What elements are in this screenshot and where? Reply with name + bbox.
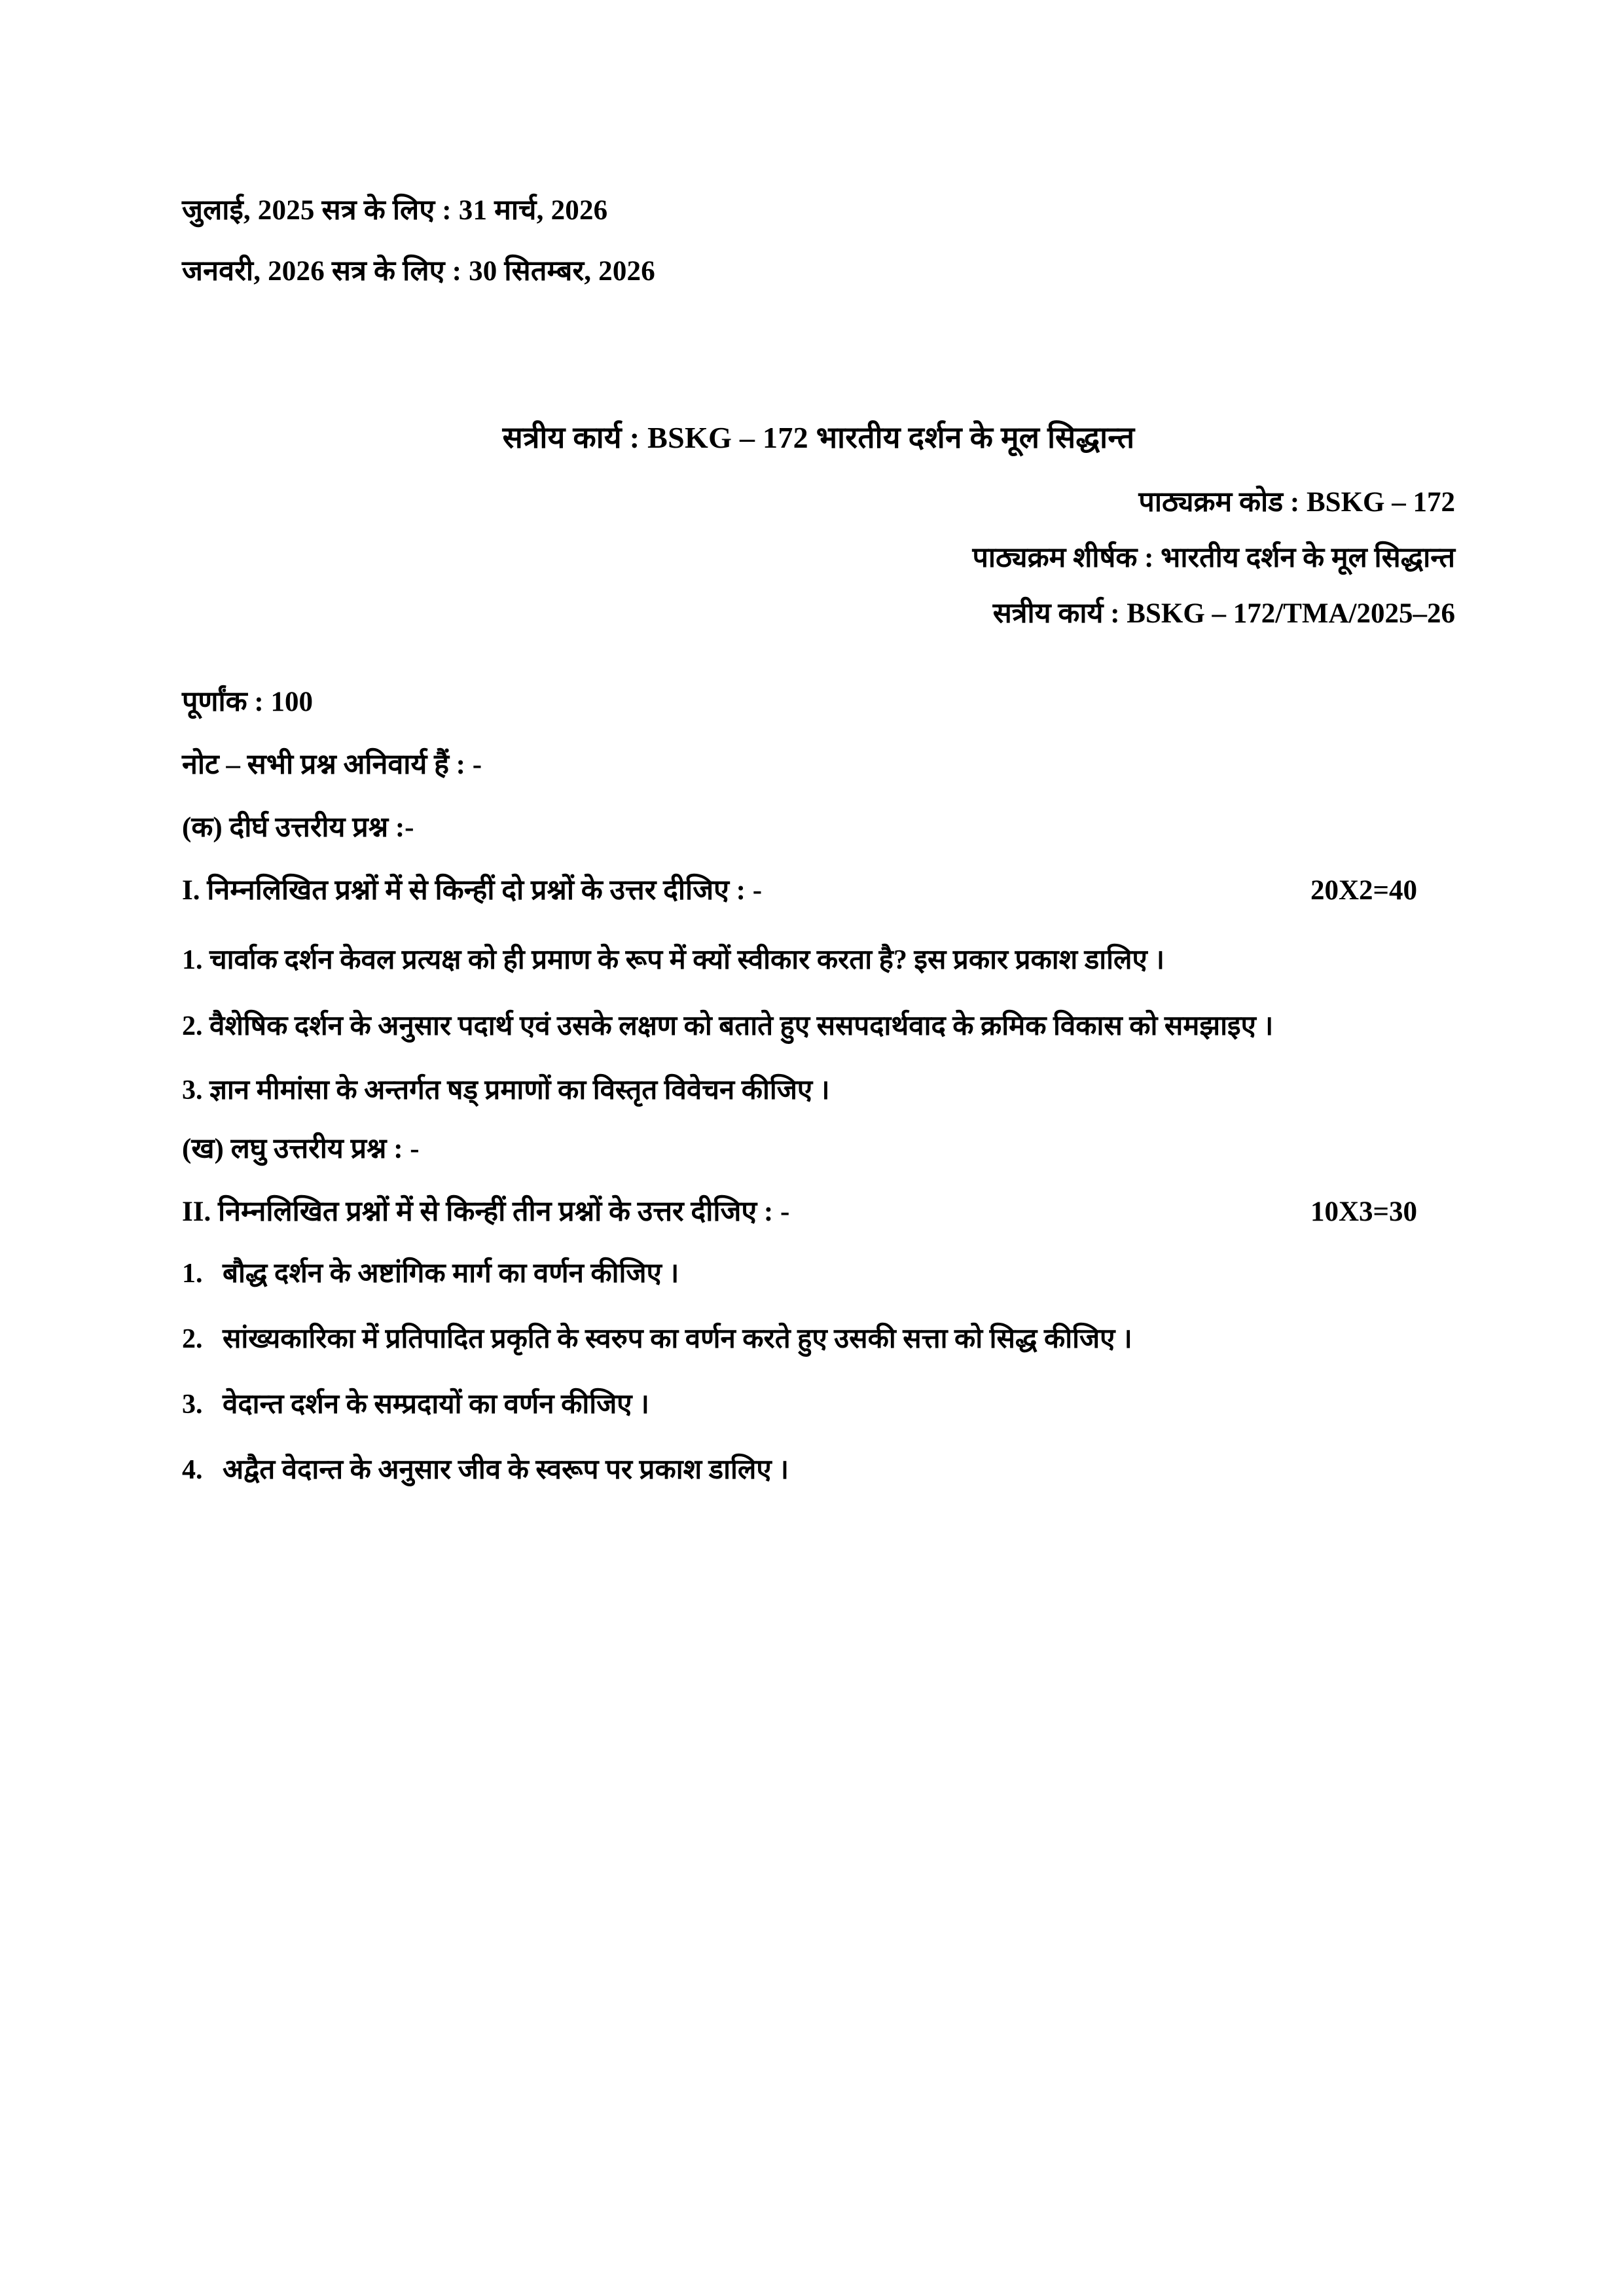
total-marks: पूर्णांक : 100 [182,687,313,718]
course-meta-block [182,488,1455,628]
page-title: सत्रीय कार्य : BSKG – 172 भारतीय दर्शन के मूल सिद्धान्त [502,421,1135,454]
course-title: पाठ्यक्रम शीर्षक : भारतीय दर्शन के मूल सिद्धान्त [972,543,1455,574]
instruction-text-II: II. निम्नलिखित प्रश्नों में से किन्हीं तीन प्रश्नों के उत्तर दीजिए : - [182,1196,790,1227]
instruction-row-II [182,1198,1455,1226]
question-item: 2. वैशेषिक दर्शन के अनुसार पदार्थ एवं उसके लक्षण को बताते हुए ससपदार्थवाद के क्रमिक विकास को समझाइए । [182,1011,1274,1042]
marks-label-II: 10X3=30 [1310,1196,1417,1227]
instruction-row-I [182,876,1455,905]
question-item: 1. चार्वाक दर्शन केवल प्रत्यक्ष को ही प्रमाण के रूप में क्यों स्वीकार करता है? इस प्रकार प्रकाश डालिए । [182,945,1165,976]
section-heading-kha: (ख) लघु उत्तरीय प्रश्न : - [182,1133,420,1164]
section-short-answer [182,1135,1455,1484]
list-item [182,1325,1455,1353]
list-item-number: 1. [182,1258,203,1289]
page-content [182,0,1455,1522]
question-item: 3. ज्ञान मीमांसा के अन्तर्गत षड् प्रमाणों का विस्तृत विवेचन कीजिए । [182,1075,830,1105]
list-item-text: बौद्ध दर्शन के अष्टांगिक मार्ग का वर्णन कीजिए । [223,1258,679,1289]
list-item [182,1456,1455,1484]
section-long-answer [182,814,1455,1113]
assignment-code: सत्रीय कार्य : BSKG – 172/TMA/2025–26 [992,598,1455,630]
list-item-number: 3. [182,1389,203,1420]
session-deadline-july: जुलाई, 2025 सत्र के लिए : 31 मार्च, 2026 [182,195,608,226]
instruction-text-I: I. निम्नलिखित प्रश्नों में से किन्हीं दो प्रश्नों के उत्तर दीजिए : - [182,875,763,906]
list-item-text: सांख्यकारिका में प्रतिपादित प्रकृति के स्वरुप का वर्णन करते हुए उसकी सत्ता को सिद्ध कीजिए । [223,1323,1132,1354]
session-deadline-january: जनवरी, 2026 सत्र के लिए : 30 सितम्बर, 2026 [182,256,655,287]
list-item-text: अद्वैत वेदान्त के अनुसार जीव के स्वरूप पर प्रकाश डालिए । [223,1454,789,1485]
section-heading-ka: (क) दीर्घ उत्तरीय प्रश्न :- [182,812,414,844]
marks-and-note [182,688,1455,779]
course-code: पाठ्यक्रम कोड : BSKG – 172 [1138,487,1455,518]
marks-label-I: 20X2=40 [1310,875,1417,906]
short-answer-question-list [182,1260,1455,1484]
session-deadlines [182,196,1455,285]
note-line: नोट – सभी प्रश्न अनिवार्य हैं : - [182,749,482,781]
list-item [182,1260,1455,1287]
list-item [182,1391,1455,1418]
list-item-number: 4. [182,1454,203,1485]
list-item-text: वेदान्त दर्शन के सम्प्रदायों का वर्णन कीजिए । [223,1389,649,1420]
list-item-number: 2. [182,1323,203,1354]
